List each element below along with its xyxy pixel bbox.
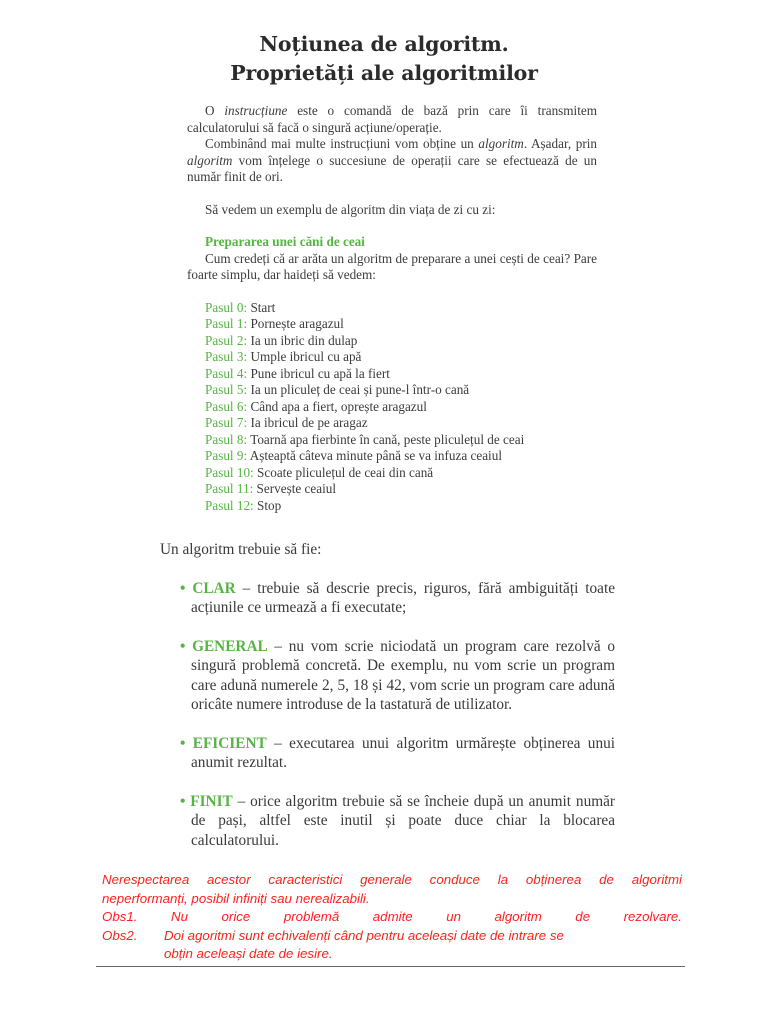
title-line-2: Proprietăți ale algoritmilor xyxy=(230,61,538,85)
step-item xyxy=(187,382,597,399)
notes-section xyxy=(102,871,682,964)
step-item xyxy=(187,366,597,383)
note-line-1: Nerespectarea acestor caracteristici generale conduce la obținerea de algoritmi xyxy=(102,872,682,887)
properties-section xyxy=(160,540,615,869)
page-title xyxy=(0,30,768,88)
step-item xyxy=(187,498,597,513)
step-item xyxy=(187,448,597,465)
properties-list xyxy=(160,579,615,851)
step-item xyxy=(187,300,597,317)
step-text: Ia un ibric din dulap xyxy=(247,332,358,348)
steps-list-container xyxy=(187,300,597,513)
step-text: Stop xyxy=(253,497,282,513)
step-text: Servește ceaiul xyxy=(253,481,337,496)
step-item xyxy=(187,432,597,449)
bullet-icon: • xyxy=(180,637,186,655)
example-question: Cum credeți că ar arăta un algoritm de preparare a unei cești de ceai? Pare foarte simplu, dar haideți să vedem: xyxy=(187,250,597,282)
property-name: EFICIENT xyxy=(192,734,267,752)
property-description: – trebuie să descrie precis, riguros, fără ambiguități toate acțiunile ce urmează a fi executate; xyxy=(191,579,615,616)
step-text: Pune ibricul cu apă la fiert xyxy=(247,365,390,381)
step-label: Pasul 4: xyxy=(205,365,248,381)
intro-paragraph-2 xyxy=(187,136,597,186)
text-run: . Așadar, prin xyxy=(523,136,598,151)
property-description: – nu vom scrie niciodată un program care rezolvă o singură problemă concretă. De exemplu, nu vom scrie un program care adună numerele 2, 5, 18 și 42, vom scrie un program care adună oricâte numere introduse de la tastatură de utilizator. xyxy=(191,637,616,713)
intro-paragraph-3: Să vedem un exemplu de algoritm din viața de zi cu zi: xyxy=(205,201,496,217)
bullet-icon: • xyxy=(180,734,186,752)
property-description: – executarea unui algoritm urmărește obținerea unui anumit rezultat. xyxy=(191,734,615,771)
bottom-rule xyxy=(96,966,685,967)
step-label: Pasul 0: xyxy=(205,299,248,315)
step-item xyxy=(187,399,597,416)
property-description: – orice algoritm trebuie să se încheie după un anumit număr de pași, altfel este inutil și poate duce chiar la blocarea calculatorului. xyxy=(191,792,615,849)
step-label: Pasul 12: xyxy=(205,497,254,513)
property-name: GENERAL xyxy=(192,637,268,655)
step-text: Când apa a fiert, oprește aragazul xyxy=(247,398,427,414)
step-label: Pasul 1: xyxy=(205,316,248,331)
note-line-2: neperformanți, posibil infiniți sau nerealizabili. xyxy=(102,890,370,906)
obs2-line-1: Doi agoritmi sunt echivalenți când pentru aceleași date de intrare se xyxy=(164,927,564,943)
step-label: Pasul 10: xyxy=(205,464,254,480)
italic-term: algoritm xyxy=(478,136,524,151)
step-label: Pasul 5: xyxy=(205,382,248,397)
step-label: Pasul 11: xyxy=(205,481,254,496)
step-label: Pasul 9: xyxy=(205,448,248,463)
property-name: FINIT xyxy=(190,792,233,810)
step-item xyxy=(187,333,597,350)
textbook-excerpt xyxy=(187,103,597,513)
step-label: Pasul 3: xyxy=(205,349,248,364)
step-text: Ia un pliculeț de ceai și pune-l într-o cană xyxy=(247,382,470,397)
step-text: Scoate pliculețul de ceai din cană xyxy=(253,464,434,480)
obs2-note xyxy=(102,927,682,946)
step-text: Așteaptă câteva minute până se va infuza ceaiul xyxy=(247,448,502,463)
step-item xyxy=(187,481,597,498)
step-label: Pasul 2: xyxy=(205,332,248,348)
italic-term: instrucțiune xyxy=(224,103,288,118)
intro-paragraph-1 xyxy=(187,103,597,136)
bullet-icon: • xyxy=(180,792,186,810)
step-text: Pornește aragazul xyxy=(247,316,344,331)
steps-list xyxy=(187,300,597,513)
properties-intro: Un algoritm trebuie să fie: xyxy=(160,541,322,558)
text-run: Combinând mai multe instrucțiuni vom obține un xyxy=(205,136,479,151)
obs1-note: Obs1. Nu orice problemă admite un algoritm de rezolvare. xyxy=(102,909,682,924)
step-item xyxy=(187,465,597,482)
step-text: Umple ibricul cu apă xyxy=(247,349,362,364)
text-run: O xyxy=(205,103,225,118)
step-label: Pasul 8: xyxy=(205,431,248,447)
step-label: Pasul 7: xyxy=(205,415,248,430)
text-run: este o comandă de bază prin care îi transmitem calculatorului să facă o singură acțiune/operație. xyxy=(187,103,597,135)
step-text: Toarnă apa fierbinte în cană, peste pliculețul de ceai xyxy=(247,431,525,447)
property-item xyxy=(180,792,615,851)
step-item xyxy=(187,316,597,333)
property-name: CLAR xyxy=(192,579,236,597)
text-run: vom înțelege o succesiune de operații care se efectuează de un număr finit de ori. xyxy=(187,152,597,184)
property-item xyxy=(180,734,615,773)
property-item xyxy=(180,637,615,715)
step-label: Pasul 6: xyxy=(205,398,248,414)
property-item xyxy=(180,579,615,618)
step-text: Ia ibricul de pe aragaz xyxy=(247,415,368,430)
title-line-1: Noțiunea de algoritm. xyxy=(259,32,509,56)
italic-term: algoritm xyxy=(187,152,233,168)
obs2-line-2: obțin aceleași date de iesire. xyxy=(164,946,333,961)
step-item xyxy=(187,415,597,432)
step-item xyxy=(187,349,597,366)
bullet-icon: • xyxy=(180,579,186,597)
step-text: Start xyxy=(247,299,276,315)
obs2-label: Obs2. xyxy=(102,927,138,943)
example-heading: Prepararea unei căni de ceai xyxy=(205,234,365,249)
